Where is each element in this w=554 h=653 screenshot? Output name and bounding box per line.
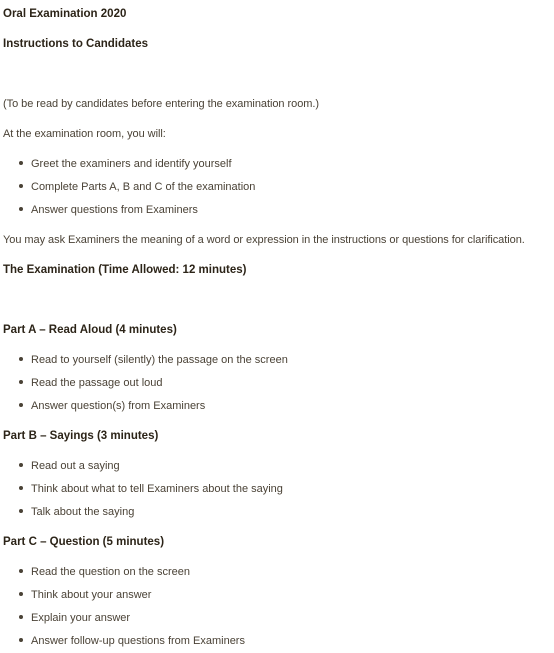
part-b-heading: Part B – Sayings (3 minutes) [3,430,159,442]
instructions-heading: Instructions to Candidates [3,38,149,50]
list-item: Answer follow-up questions from Examiners [19,634,245,648]
clarification-note: You may ask Examiners the meaning of a word or expression in the instructions or questions for clarification. [3,234,525,246]
list-item: Complete Parts A, B and C of the examination [19,180,255,194]
list-item: Read the passage out loud [19,376,163,390]
list-item: Answer questions from Examiners [19,203,198,217]
document-title: Oral Examination 2020 [3,8,127,20]
bullet-icon [19,403,23,407]
list-item: Explain your answer [19,611,130,625]
bullet-icon [19,615,23,619]
bullet-icon [19,161,23,165]
part-a-heading: Part A – Read Aloud (4 minutes) [3,324,177,336]
list-item: Answer question(s) from Examiners [19,399,205,413]
part-c-heading: Part C – Question (5 minutes) [3,536,165,548]
bullet-icon [19,357,23,361]
list-item: Read the question on the screen [19,565,190,579]
list-item: Read out a saying [19,459,120,473]
bullet-icon [19,592,23,596]
list-item: Talk about the saying [19,505,134,519]
bullet-icon [19,207,23,211]
intro-note: (To be read by candidates before entering the examination room.) [3,98,319,110]
list-item: Think about your answer [19,588,151,602]
bullet-icon [19,569,23,573]
room-intro: At the examination room, you will: [3,128,166,140]
list-item: Think about what to tell Examiners about the saying [19,482,283,496]
bullet-icon [19,463,23,467]
bullet-icon [19,509,23,513]
bullet-icon [19,486,23,490]
bullet-icon [19,380,23,384]
exam-heading: The Examination (Time Allowed: 12 minutes) [3,264,247,276]
bullet-icon [19,184,23,188]
list-item: Greet the examiners and identify yourself [19,157,232,171]
bullet-icon [19,638,23,642]
list-item: Read to yourself (silently) the passage on the screen [19,353,288,367]
